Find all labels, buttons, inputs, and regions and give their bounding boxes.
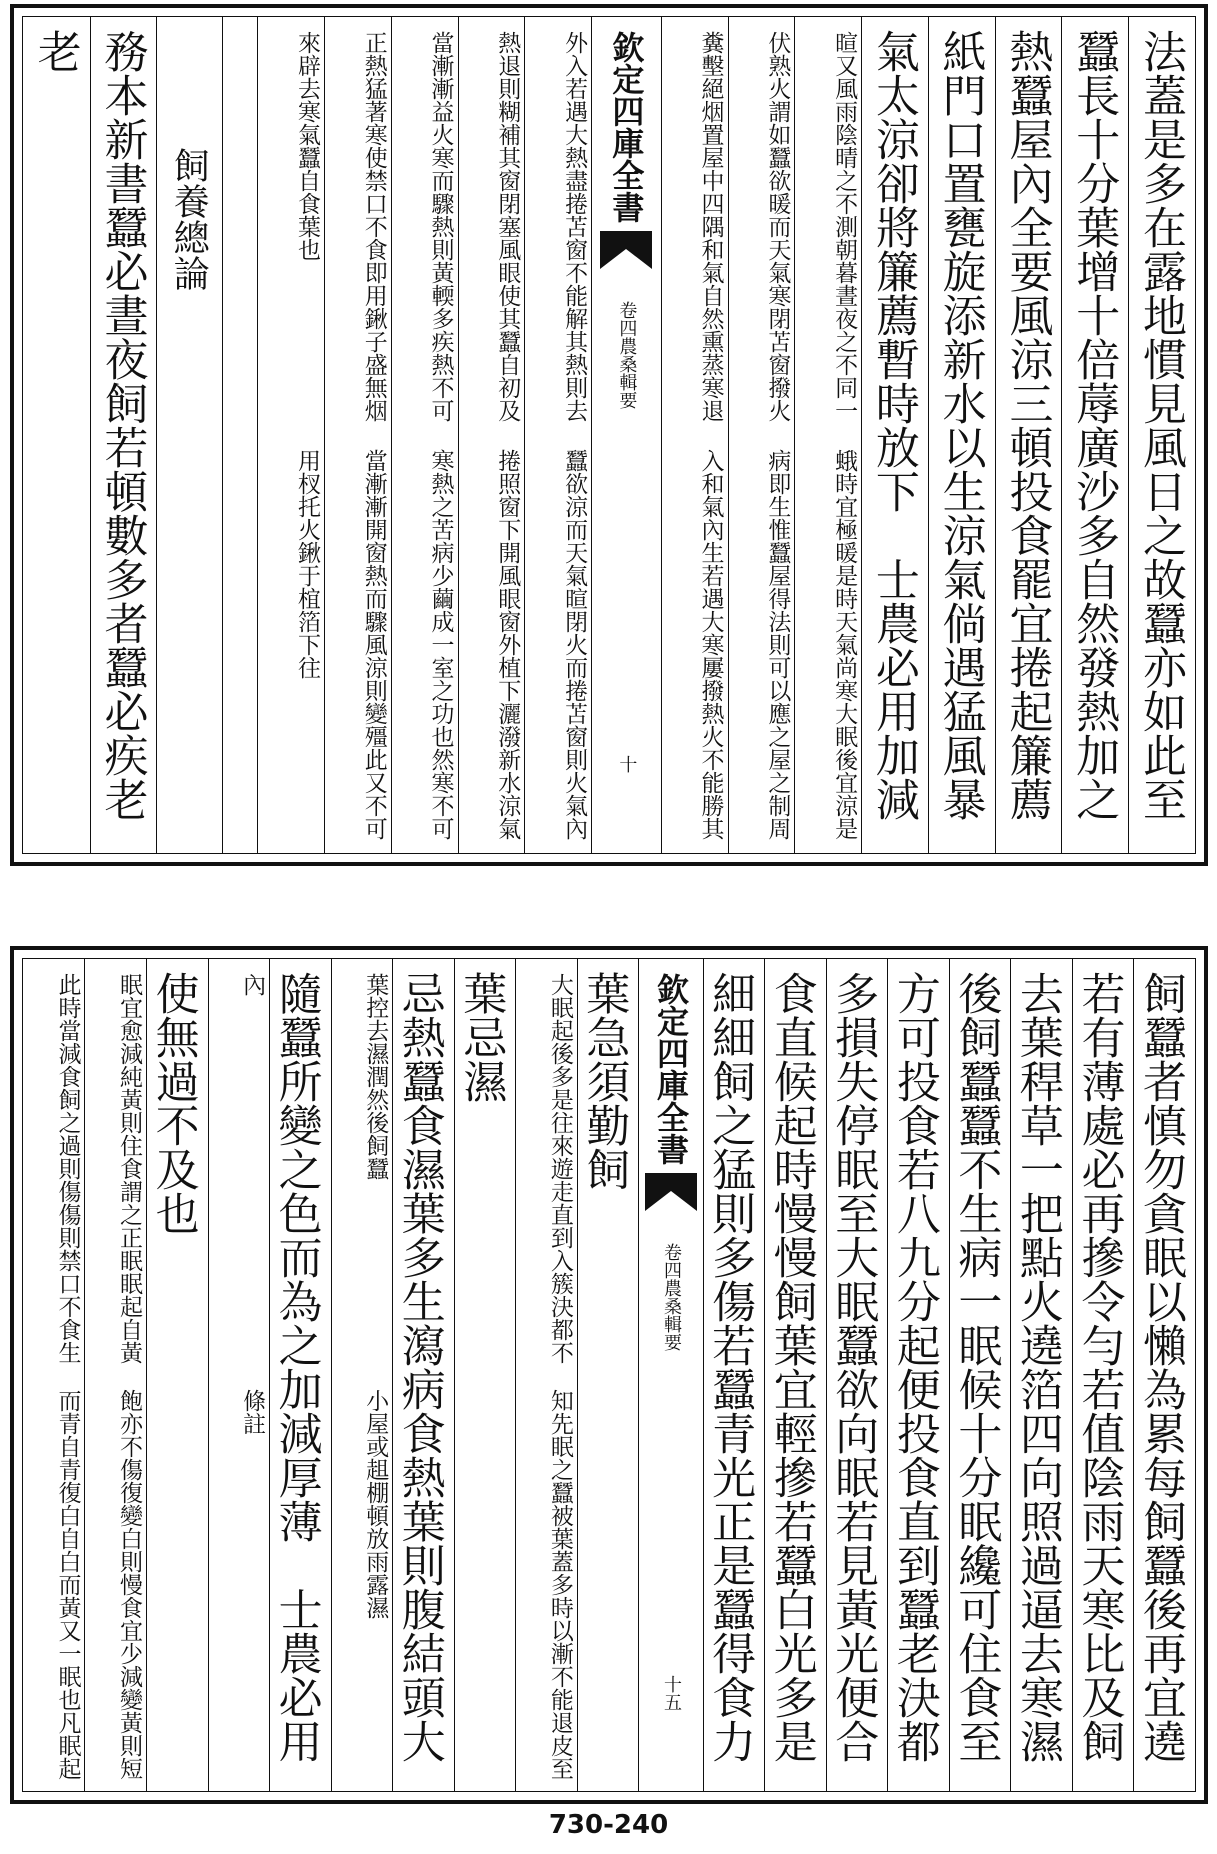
annotation-line-left: 此時當減食飼之過則傷傷則禁口不食生	[54, 973, 81, 1364]
annotation-line-left: 當漸漸益火寒而驟熱則黃輭多疾熱不可	[427, 31, 454, 422]
fishtail-mark-icon	[598, 229, 654, 271]
annotation-line-right: 用杈托火鍬于椬箔下往	[293, 449, 320, 679]
text-column: 多損失停眠至大眠蠶欲向眠若見黃光便合	[826, 959, 888, 1791]
main-text: 老	[29, 29, 81, 73]
annotation-column	[391, 17, 458, 853]
main-text: 葉忌濕	[455, 971, 507, 1103]
spine-book-title	[660, 1243, 682, 1351]
text-column: 務本新書蠶必晝夜飼若頓數多者蠶必疾老	[90, 17, 157, 853]
mixed-text-column	[861, 17, 928, 853]
page-spine	[591, 17, 661, 853]
annotation-line-left: 熱退則糊補其窗閉塞風眼使其蠶自初及	[494, 31, 521, 422]
annotation-column	[515, 959, 577, 1791]
text-column: 法蓋是多在露地慣見風日之故蠶亦如此至	[1128, 17, 1195, 853]
mixed-text-column	[577, 959, 639, 1791]
spine-book-name: 農桑輯要	[616, 337, 638, 409]
annotation-line-right: 而青自青復白自白而黃又一眠也凡眠起	[54, 1389, 81, 1780]
text-column: 紙門口置甕旋添新水以生涼氣倘遇猛風暴	[928, 17, 995, 853]
annotation-column	[208, 959, 270, 1791]
annotation-line-right: 當漸漸開窗熱而驟風涼則變殭此又不可	[360, 449, 387, 840]
annotation-column	[794, 17, 861, 853]
annotation-line-left: 眠宜愈減純黃則住食謂之正眠眠起自黃	[116, 973, 143, 1364]
text-columns-bottom	[22, 958, 1196, 1792]
text-column: 若有薄處必再摻令勻若值陰雨天寒比及飼	[1072, 959, 1134, 1791]
text-column: 食直候起時慢慢飼葉宜輕摻若蠶白光多是	[764, 959, 826, 1791]
text-columns-top	[22, 16, 1196, 854]
annotation-column	[728, 17, 795, 853]
main-text: 葉急須勤飼	[578, 971, 630, 1191]
annotation-column	[23, 959, 84, 1791]
annotation-line-right: 蠶欲涼而天氣暄閉火而捲苫窗則火氣內	[561, 449, 588, 840]
annotation-column	[661, 17, 728, 853]
spine-volume: 卷四	[661, 1243, 683, 1279]
spine-title: 欽定四庫全書	[652, 973, 691, 1165]
annotation-line-left: 葉控去濕潤然後飼蠶	[362, 973, 389, 1180]
spine-title: 欽定四庫全書	[607, 31, 646, 223]
page-footer-number: 730-240	[548, 1810, 669, 1840]
annotation-line-right: 蛾時宜極暖是時天氣尚寒大眠後宜涼是	[831, 449, 858, 840]
annotation-line-left: 正熱猛著寒使禁口不食即用鍬子盛無烟	[360, 31, 387, 422]
annotation-line-right: 捲照窗下開風眼窗外植下灑潑新水涼氣	[494, 449, 521, 840]
annotation-line-right: 小屋或趄棚頓放雨露濕	[362, 1389, 389, 1619]
text-column: 熱蠶屋內全要風涼三頓投食罷宜捲起簾薦	[995, 17, 1062, 853]
spine-page-number: 十五	[661, 1675, 683, 1711]
annotation-line-right: 入和氣內生若遇大寒屢撥熱火不能勝其	[697, 449, 724, 840]
text-column: 後飼蠶蠶不生病一眠候十分眠纔可住食至	[949, 959, 1011, 1791]
annotation-column	[458, 17, 525, 853]
text-column: 蠶長十分葉增十倍蓐廣沙多自然發熱加之	[1061, 17, 1128, 853]
spine-volume: 卷四	[616, 301, 638, 337]
annotation-column	[331, 959, 393, 1791]
page-top	[10, 4, 1208, 866]
annotation-line-right: 條註	[239, 1389, 266, 1435]
annotation-line-left: 糞墼絕烟置屋中四隅和氣自然熏蒸寒退	[697, 31, 724, 422]
annotation-line-left: 外入若遇大熱盡捲苫窗不能解其熱則去	[561, 31, 588, 422]
text-column: 隨蠶所變之色而為之加減厚薄 士農必用	[269, 959, 331, 1791]
text-column: 方可投食若八九分起便投食直到蠶老決都	[887, 959, 949, 1791]
annotation-line-right: 病即生惟蠶屋得法則可以應之屋之制周	[764, 449, 791, 840]
annotation-line-right: 寒熱之苦病少繭成一室之功也然寒不可	[427, 449, 454, 840]
text-column: 忌熱蠶食濕葉多生瀉病食熱葉則腹結頭大	[392, 959, 454, 1791]
section-heading: 飼養總論	[156, 17, 222, 853]
annotation-line-left: 內	[239, 973, 266, 996]
annotation-column	[257, 17, 324, 853]
page-spine	[638, 959, 702, 1791]
mixed-text-column	[23, 17, 90, 853]
page-bottom	[10, 946, 1208, 1804]
text-column: 飼蠶者慎勿貪眠以懶為累每飼蠶後再宜遶	[1133, 959, 1195, 1791]
annotation-column	[84, 959, 146, 1791]
fishtail-mark-icon	[643, 1171, 699, 1213]
annotation-line-left: 伏熟火謂如蠶欲暖而天氣寒閉苫窗撥火	[764, 31, 791, 422]
text-column: 去葉稈草一把點火遶箔四向照過逼去寒濕	[1010, 959, 1072, 1791]
spine-page-number: 十	[616, 755, 638, 773]
annotation-line-right: 飽亦不傷復變白則慢食宜少減變黃則短	[116, 1389, 143, 1780]
annotation-line-left: 大眠起後多是往來遊走直到入簇決都不	[546, 973, 573, 1364]
blank-column	[222, 17, 257, 853]
mixed-text-column	[454, 959, 516, 1791]
text-column: 細細飼之猛則多傷若蠶青光正是蠶得食力	[703, 959, 765, 1791]
spine-book-name: 農桑輯要	[661, 1279, 683, 1351]
annotation-line-right: 知先眠之蠶被葉蓋多時以漸不能退皮至	[546, 1389, 573, 1780]
annotation-line-left: 來辟去寒氣蠶自食葉也	[293, 31, 320, 261]
main-text: 氣太涼卻將簾薦暫時放下 士農必用加減	[867, 29, 919, 821]
annotation-line-left: 暄又風雨陰晴之不測朝暮晝夜之不同一	[831, 31, 858, 422]
annotation-column	[324, 17, 391, 853]
text-column: 使無過不及也	[146, 959, 208, 1791]
spine-book-title	[615, 301, 637, 409]
annotation-column	[524, 17, 591, 853]
